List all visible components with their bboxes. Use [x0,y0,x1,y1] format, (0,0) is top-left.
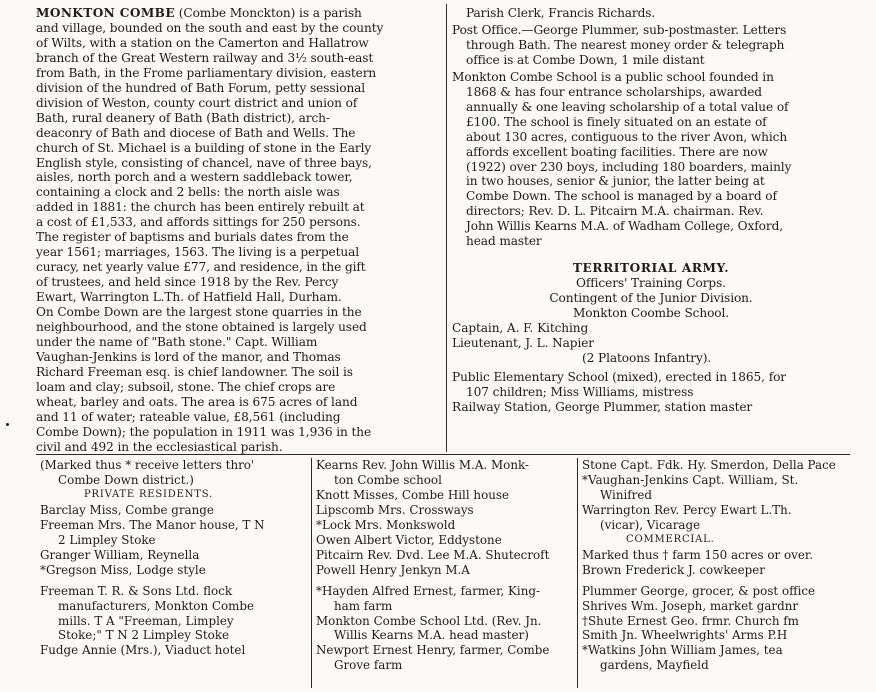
directory-entry: Smith Jn. Wheelwrights' Arms P.H [582,628,788,643]
directory-entry: †Shute Ernest Geo. frmr. Church fm [582,613,799,628]
parish-clerk: Parish Clerk, Francis Richards. [466,6,656,20]
school-entry [452,70,850,249]
directory-entry: *Watkins John William James, tea [582,643,783,658]
directory-entry: Monkton Combe School Ltd. (Rev. Jn. [316,613,542,628]
directory-entry: ham farm [334,598,393,613]
directory-entry: *Lock Mrs. Monkswold [316,517,456,532]
parish-description-line: division of Weston, county court district and union of [36,95,358,110]
school-line: John Willis Kearns M.A. of Wadham College, Oxford, [466,219,783,234]
column-rule-top [446,4,447,452]
school-line: £100. The school is finely situated on an estate of [466,114,767,129]
railway-entry: Railway Station, George Plummer, station master [452,399,753,414]
directory-entry: Fudge Annie (Mrs.), Viaduct hotel [40,643,246,658]
school-line: (1922) over 230 boys, including 180 boarders, mainly [466,159,792,174]
post-office-line: office is at Combe Down, 1 mile distant [466,52,705,67]
directory-entry: Newport Ernest Henry, farmer, Combe [316,643,550,658]
school-line: directors; Rev. D. L. Pitcairn M.A. chairman. Rev. [466,204,764,219]
column-rule-bottom-2 [577,458,578,688]
ink-speck [6,423,9,426]
directory-entry: Knott Misses, Combe Hill house [316,487,510,502]
directory-entry: Winifred [600,487,653,502]
directory-entry: Stone Capt. Fdk. Hy. Smerdon, Della Pace [582,458,836,472]
parish-description-line: deaconry of Bath and diocese of Bath and Wells. The [36,125,356,140]
directory-entry: Brown Frederick J. cowkeeper [582,562,765,577]
parish-description-line: English style, consisting of chancel, nave of three bays, [36,155,372,170]
school-line: Monkton Combe School is a public school founded in [452,69,774,84]
residents-column-1 [40,458,308,658]
parish-description-line: from Bath, in the Frome parliamentary division, eastern [36,65,377,80]
public-school-entry [452,370,850,400]
parish-description-line: loam and clay; subsoil, stone. The chief crops are [36,379,336,394]
parish-description-line: a cost of £1,533, and affords sittings for 250 persons. [36,215,361,230]
section-heading: PRIVATE RESIDENTS. [84,488,214,500]
public-school-line: Public Elementary School (mixed), erected in 1865, for [452,369,787,384]
post-office-entry [452,23,850,68]
parish-description-line: added in 1881: the church has been entirely rebuilt at [36,200,365,215]
directory-entry: Barclay Miss, Combe grange [40,502,214,517]
directory-entry: (Marked thus * receive letters thro' [40,458,255,472]
directory-entry: Pitcairn Rev. Dvd. Lee M.A. Shutecroft [316,547,550,562]
directory-entry: Lipscomb Mrs. Crossways [316,502,474,517]
territorial-army-heading: TERRITORIAL ARMY. [572,261,730,276]
parish-description-line: Richard Freeman esq. is chief landowner. The soil is [36,364,353,379]
parish-description-line: The register of baptisms and burials dates from the [36,230,349,245]
directory-entry: mills. T A "Freeman, Limpley [58,613,234,628]
parish-description-line: year 1561; marriages, 1563. The living is a perpetual [36,245,360,260]
parish-description-line: Ewart, Warrington L.Th. of Hatfield Hall, Durham. [36,290,342,305]
parish-description-line: civil and 492 in the ecclesiastical parish. [36,439,283,454]
parish-description-line: aisles, north porch and a western saddleback tower, [36,170,353,185]
parish-description-line: wheat, barley and oats. The area is 675 acres of land [36,394,358,409]
section-heading: COMMERCIAL. [626,533,715,545]
parish-description-line: On Combe Down are the largest stone quarries in the [36,305,362,320]
parish-description-line: branch of the Great Western railway and 3½ south-east [36,50,374,65]
parish-description-line: Bath, rural deanery of Bath (Bath district), arch- [36,110,330,125]
directory-entry: manufacturers, Monkton Combe [58,598,255,613]
captain-entry: Captain, A. F. Kitching [452,321,589,336]
directory-entry: Stoke;" T N 2 Limpley Stoke [58,628,230,643]
directory-entry: Warrington Rev. Percy Ewart L.Th. [582,502,792,517]
directory-entry: gardens, Mayfield [600,658,709,673]
parish-description-line: church of St. Michael is a building of stone in the Early [36,140,372,155]
parish-description-line: division of the hundred of Bath Forum, petty sessional [36,80,366,95]
directory-entry: ton Combe school [334,472,442,487]
parish-description-line: Combe Down); the population in 1911 was 1,936 in the [36,424,372,439]
contingent-heading: Contingent of the Junior Division. [549,291,753,306]
parish-description-line: and 11 of water; rateable value, £8,561 (including [36,409,341,424]
school-line: about 130 acres, contiguous to the river Avon, which [466,129,788,144]
directory-entry: Combe Down district.) [58,472,194,487]
parish-description-line: containing a clock and 2 bells: the north aisle was [36,185,340,200]
directory-entry: (vicar), Vicarage [600,517,701,532]
directory-entry: Freeman T. R. & Sons Ltd. flock [40,583,233,598]
school-line: in two houses, senior & junior, the latter being at [466,174,765,189]
directory-entry: Granger William, Reynella [40,547,200,562]
parish-description-line: MONKTON COMBE (Combe Monckton) is a parish [36,6,362,20]
school-line: Combe Down. The school is managed by a board of [466,189,777,204]
directory-entry: *Vaughan-Jenkins Capt. William, St. [582,472,799,487]
parish-description-line: curacy, net yearly value £77, and residence, in the gift [36,260,366,275]
directory-entry: Plummer George, grocer, & post office [582,583,816,598]
directory-entry: Grove farm [334,658,403,673]
post-office-line: through Bath. The nearest money order & telegraph [466,37,785,52]
parish-description-line: of Wilts, with a station on the Camerton and Hallatrow [36,35,369,50]
directory-entry: Willis Kearns M.A. head master) [334,628,529,643]
directory-entry: *Hayden Alfred Ernest, farmer, King- [316,583,541,598]
directory-entry: Marked thus † farm 150 acres or over. [582,547,814,562]
directory-entry: Owen Albert Victor, Eddystone [316,532,502,547]
parish-description [36,6,440,455]
parish-description-line: neighbourhood, and the stone obtained is largely used [36,320,367,335]
directory-entry: Shrives Wm. Joseph, market gardnr [582,598,799,613]
parish-name: MONKTON COMBE [36,6,175,20]
parish-description-line: of trustees, and held since 1918 by the Rev. Percy [36,275,339,290]
otc-heading: Officers' Training Corps. [576,276,726,291]
platoons-entry: (2 Platoons Infantry). [582,350,712,365]
lieutenant-entry: Lieutenant, J. L. Napier [452,336,595,351]
parish-description-line: Vaughan-Jenkins is lord of the manor, and Thomas [36,349,341,364]
school-heading: Monkton Coombe School. [572,306,730,321]
directory-entry: Kearns Rev. John Willis M.A. Monk- [316,458,530,472]
post-office-line: Post Office.—George Plummer, sub-postmaster. Letters [452,22,787,37]
directory-entry: Freeman Mrs. The Manor house, T N [40,517,265,532]
parish-description-line: and village, bounded on the south and east by the county [36,20,384,35]
school-line: 1868 & has four entrance scholarships, awarded [466,84,762,99]
section-rule [36,454,850,455]
school-line: head master [466,234,542,249]
parish-officials [452,6,850,415]
school-line: affords excellent boating facilities. There are now [466,144,768,159]
directory-entry: *Gregson Miss, Lodge style [40,562,206,577]
parish-description-line: under the name of "Bath stone." Capt. William [36,334,318,349]
school-line: annually & one leaving scholarship of a total value of [466,99,789,114]
residents-column-2 [316,458,574,673]
directory-entry: 2 Limpley Stoke [58,532,156,547]
column-rule-bottom-1 [311,458,312,688]
residents-column-3 [582,458,850,673]
directory-entry: Powell Henry Jenkyn M.A [316,562,470,577]
public-school-line: 107 children; Miss Williams, mistress [466,384,694,399]
